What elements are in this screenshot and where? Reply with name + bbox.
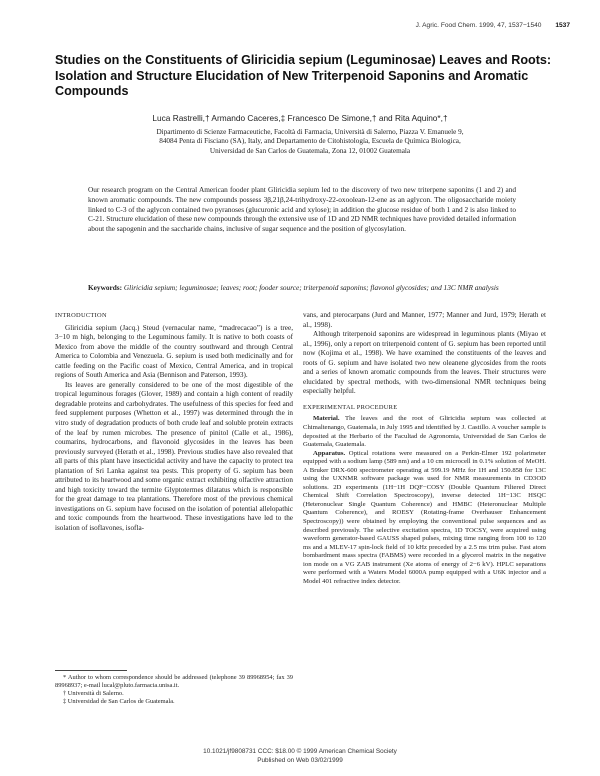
footnotes xyxy=(55,674,293,706)
apparatus-text: Optical rotations were measured on a Perkin-Elmer 192 polarimeter equipped with a sodium lamp (589 nm) and a 10 cm microcell in 0.1% solution of MeOH. A Bruker DRX-600 spectrometer operating at 599.19 MHz for 1H and 150.858 for 13C using the UXNMR software package was used for NMR measurements in CD3OD solutions. 2D experiments (1H−1H DQF−COSY (Double Quantum Filtered Direct Chemical Shift Correlation Spectroscopy), inverse detected 1H−13C HSQC (Heteronuclear Single Quantum Coherence) and HMBC (Heteronuclear Multiple Quantum Coherence), and ROESY (Rotating-frame Overhauser Enhancement Spectroscopy)) were obtained by employing the conventional pulse sequences and as described previously. The selective excitation spectra, 1D TOCSY, were acquired using waveform generator-based GAUSS shaped pulses, mixing time ranging from 100 to 120 ms and a MLEV-17 spin-lock field of 10 kHz preceded by a 2.5 ms trim pulse. Fast atom bombardment mass spectra (FABMS) were recorded in a glycerol matrix in the negative ion mode on a VG ZAB instrument (Xe atoms of energy of 2−6 kV). HPLC separations were performed with a Waters Model 6000A pump equipped with a U6K injector and a Model 401 refractive index detector. xyxy=(303,449,546,585)
apparatus-label: Apparatus. xyxy=(313,449,346,457)
material-paragraph xyxy=(303,415,546,449)
footnote-affiliation: † Università di Salerno. xyxy=(63,690,124,697)
footnote-corresponding-author: * Author to whom correspondence should be addressed (telephone 39 89968954; fax 39 89968937; e-mail lucal@pluto.farmacia.unisa.it. xyxy=(55,674,293,689)
section-heading-experimental: EXPERIMENTAL PROCEDURE xyxy=(303,403,398,411)
paragraph: Its leaves are generally considered to be one of the most digestible of the tropical leguminous forages (Glover, 1989) and contain a high content of readily degradable proteins and carbohydrates. The usefulness of this species for feed and feed supplement purposes (Whetton et al., 1997) was determined through the in vitro study of degradation products of both crude leaf and soluble protein extracts of the leaf by rumen microbes. The presence of pinitol (Calle et al., 1986), coumarins, hydrocarbons, and flavonoid glycosides in the leaves has been previously surveyed (Herath et al., 1998). Previous studies have also revealed that all parts of this plant have insecticidal activity and have the capacity to protect tea plantation of Sri Lanka against tea pests. This property of G. sepium has been attributed to its heartwood and some organic extract exhibiting olfactive attraction and high toxicity toward the termite Glyptotermes dilatatus which is responsible for the great damage to tea plantations. Therefore most of the previous chemical investigations on G. sepium have focused on the isolation of potential allelopathic and toxic compounds from the heartwood. These investigations have led to the isolation of isoflavones, isofla- xyxy=(55,380,293,533)
affiliation-line: Dipartimento di Scienze Farmaceutiche, Facoltà di Farmacia, Università di Salerno, Piazza V. Emanuele 9, xyxy=(156,128,464,136)
keywords-label: Keywords: xyxy=(88,283,123,292)
section-heading-introduction: INTRODUCTION xyxy=(55,312,107,319)
footnote-rule xyxy=(55,670,127,671)
paragraph: vans, and pterocarpans (Jurd and Manner, 1977; Manner and Jurd, 1979; Herath et al., 1998). xyxy=(303,311,546,329)
affiliation-line: 84084 Penta di Fisciano (SA), Italy, and Departamento de Citohistología, Escuela de Química Biologica, xyxy=(159,137,461,146)
page-number: 1537 xyxy=(555,22,570,29)
right-column xyxy=(303,311,546,586)
material-text: The leaves and the root of Gliricidia sepium was collected at Chimaltenango, Guatemala, in July 1995 and identified by J. Castillo. A voucher sample is deposited at the Herbario of the Facultad de Agronomia, Universidad de San Carlos de Guatemala, Guatemala. xyxy=(303,415,546,449)
keywords-text: Gliricidia sepium; leguminosae; leaves; root; fooder source; triterpenoid saponins; flavonol glycosides; and 13C NMR analysis xyxy=(123,283,499,292)
abstract: Our research program on the Central American fooder plant Gliricidia sepium led to the discovery of two new triterpene saponins (1 and 2) and known aromatic compounds. The new compounds possess 3β,21β,24-trihydroxy-22-oxoolean-12-ene as an aglycon. The oligosaccharide moiety linked to C-3 of the aglycon contained two pyranoses (glucuronic acid and xylose); in addition the glucose residue of both 1 and 2 is also linked to C-21. Structure elucidation of these new compounds through the extensive use of 1D and 2D NMR techniques have provided detailed information about the sapogenin and the saccharide chains, inclusive of sugar sequence and the position of glycosylation. xyxy=(88,185,516,234)
affiliations xyxy=(80,128,540,156)
keywords xyxy=(88,283,516,293)
apparatus-paragraph xyxy=(303,450,546,587)
paragraph: Although triterpenoid saponins are widespread in leguminous plants (Miyao et al., 1996), only a report on triterpenoid content of G. sepium has been reported until now (Kojima et al., 1998). We have examined the constituents of the leaves and roots of G. sepium and have isolated two new oleanene glycosides from the roots and a series of known aromatic compounds from the leaves. Their structures were elucidated by spectral methods, with two-dimensional NMR techniques being especially helpful. xyxy=(303,330,546,396)
footnote-affiliation: ‡ Universidad de San Carlos de Guatemala. xyxy=(63,698,175,705)
article-title: Studies on the Constituents of Gliricidia sepium (Leguminosae) Leaves and Roots: Isolation and Structure Elucidation of New Triterpenoid Saponins and Aromatic Compounds xyxy=(55,53,552,98)
material-label: Material. xyxy=(313,415,340,423)
running-header xyxy=(416,22,570,29)
affiliation-line: Universidad de San Carlos de Guatemala, Zona 12, 01002 Guatemala xyxy=(209,146,411,155)
left-column xyxy=(55,311,293,534)
author-list: Luca Rastrelli,† Armando Caceres,‡ Francesco De Simone,† and Rita Aquino*,† xyxy=(152,113,448,123)
journal-citation: J. Agric. Food Chem. 1999, 47, 1537−1540 xyxy=(415,22,542,29)
footer-doi: 10.1021/jf9808731 CCC: $18.00 © 1999 American Chemical Society xyxy=(203,748,397,755)
footer-published: Published on Web 03/02/1999 xyxy=(257,757,343,764)
paragraph: Gliricidia sepium (Jacq.) Steud (vernacular name, “madrecacao”) is a tree, 3−10 m high, belonging to the Leguminous family. It is native to both coasts of Mexico from above the middle of the country southward and through Central America to Colombia and Venezuela. G. sepium is used both medicinally and for cattle feeding on the Pacific coast of Mexico, Central America, and in tropical regions of South America and Asia (Bennison and Paterson, 1993). xyxy=(55,323,293,380)
